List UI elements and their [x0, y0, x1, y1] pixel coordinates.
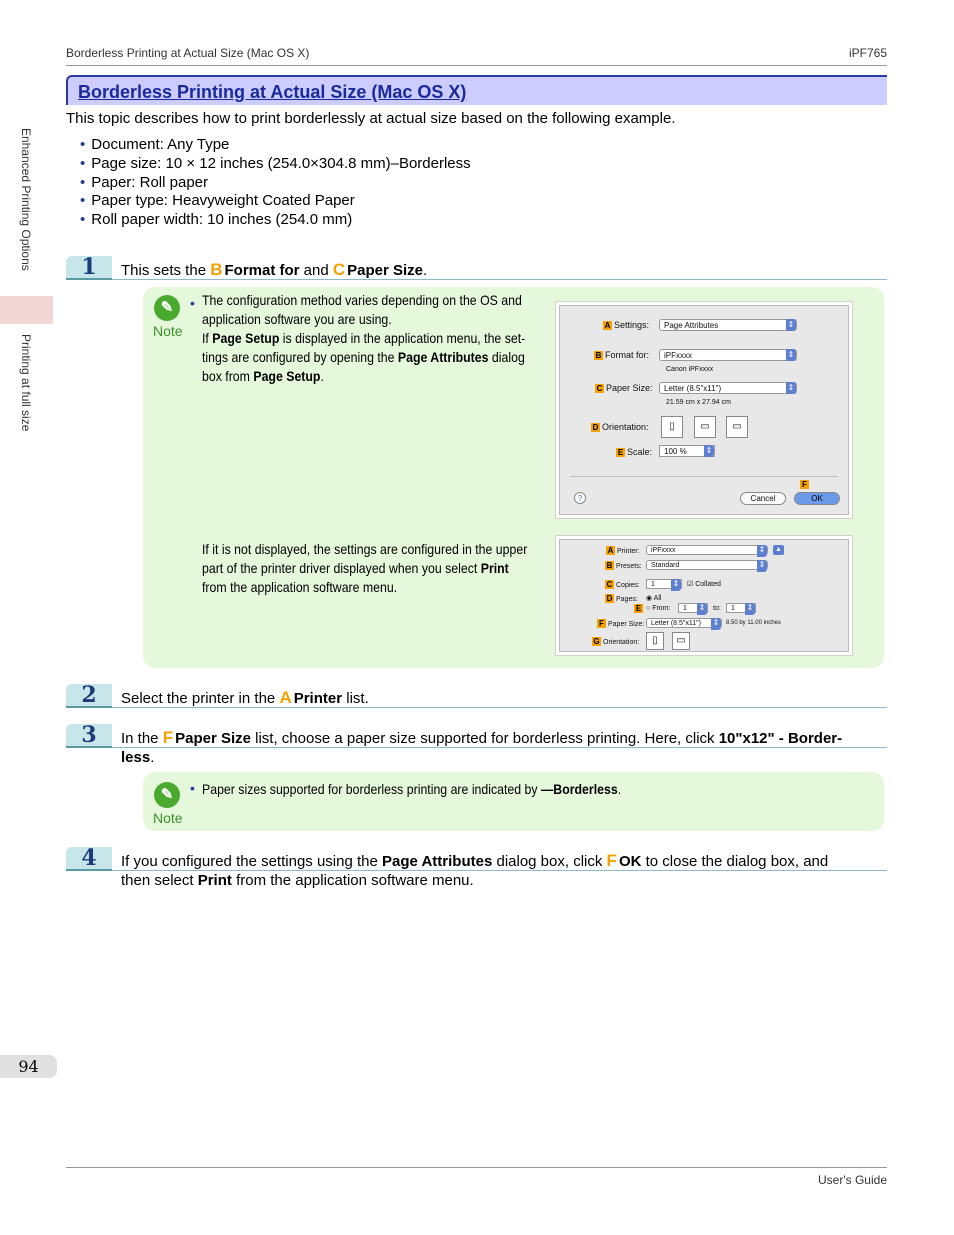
settings-popup[interactable]: Page Attributes ⇕ — [659, 319, 797, 331]
pages-all-radio[interactable]: ◉ All — [646, 595, 662, 602]
label-letter: F — [162, 728, 174, 747]
note-label: Note — [153, 323, 183, 339]
label-letter-e: E — [635, 604, 642, 613]
pages-label: D Pages: — [606, 594, 638, 603]
note-pencil-icon: ✎ — [154, 295, 180, 321]
note-text-2: If it is not displayed, the settings are configured in the upper part of the printer driver displayed when you select Print from the application software menu. — [202, 541, 528, 595]
paper-size-sub: 8.50 by 11.00 inches — [726, 620, 781, 626]
note-text: The configuration method varies depending on the OS and application software you are using. If Page Setup is displayed in the application menu, the set- tings are configured by opening the Page Attributes dialog box from Page Setup. — [202, 292, 526, 384]
footer-rule — [66, 1167, 887, 1168]
dialog-divider — [570, 476, 838, 477]
to-label: to: — [713, 605, 721, 612]
scale-label: E Scale: — [617, 447, 653, 457]
sidebar-tab — [0, 296, 53, 324]
note-box-2 — [143, 772, 884, 831]
help-icon[interactable]: ? — [574, 492, 586, 504]
copies-label: C Copies: — [606, 580, 640, 589]
print-dialog-screenshot — [555, 535, 853, 656]
format-popup[interactable]: iPFxxxx ⇕ — [659, 349, 797, 361]
note-label: Note — [153, 810, 183, 826]
settings-label: A Settings: — [604, 320, 650, 330]
label-letter: B — [210, 260, 223, 279]
footer-guide-title: User's Guide — [818, 1173, 887, 1187]
scale-input[interactable]: 100 % ⇕ — [659, 445, 715, 457]
sidebar-subsection — [19, 334, 33, 431]
orientation-label: D Orientation: — [592, 422, 649, 432]
sidebar-section-label: Enhanced Printing Options — [19, 128, 33, 271]
paper-size-label: F Paper Size: — [597, 619, 644, 628]
landscape-left-icon[interactable]: ▭ — [694, 416, 716, 438]
section-title-bar — [66, 75, 887, 105]
presets-popup[interactable]: Standard ⇕ — [646, 560, 768, 570]
collated-checkbox[interactable]: ☑ Collated — [687, 581, 721, 588]
orientation-label: G Orientation: — [593, 637, 640, 646]
list-item: • Paper type: Heavyweight Coated Paper — [80, 192, 471, 211]
print-dialog — [559, 539, 849, 652]
note-pencil-icon: ✎ — [154, 782, 180, 808]
note-2-text: Paper sizes supported for borderless printing are indicated by —Borderless. — [202, 781, 622, 797]
note-bullet: • — [190, 780, 195, 796]
landscape-icon[interactable]: ▭ — [672, 632, 690, 650]
step-3-text: In the F Paper Size list, choose a paper size supported for borderless printing. Here, click 10"x12" - Border- less. — [121, 728, 843, 766]
list-item: • Roll paper width: 10 inches (254.0 mm) — [80, 211, 471, 230]
label-letter-f: F — [800, 480, 809, 489]
step-number: 3 — [66, 724, 112, 748]
format-label: B Format for: — [595, 350, 650, 360]
paper-size-popup[interactable]: Letter (8.5"x11") ⇕ — [659, 382, 797, 394]
from-input[interactable]: 1 ⇕ — [678, 603, 708, 613]
label-letter: F — [606, 851, 617, 870]
sidebar-subsection-label: Printing at full size — [19, 334, 33, 432]
to-input[interactable]: 1 ⇕ — [726, 603, 756, 613]
label-letter: C — [332, 260, 346, 279]
step-1-text: This sets the B Format for and C Paper Size. — [121, 260, 428, 279]
step-2-text: Select the printer in the A Printer list. — [121, 688, 369, 707]
landscape-right-icon[interactable]: ▭ — [726, 416, 748, 438]
disclosure-icon[interactable]: ▲ — [773, 545, 784, 555]
step-number: 4 — [66, 847, 112, 871]
presets-label: B Presets: — [606, 561, 642, 570]
label-letter: A — [279, 688, 292, 707]
note-box — [143, 287, 884, 668]
portrait-icon[interactable]: ▯ — [646, 632, 664, 650]
printer-popup[interactable]: iPFxxxx ⇕ — [646, 545, 768, 555]
step-number: 2 — [66, 684, 112, 708]
pages-from-radio[interactable]: ○ From: — [646, 605, 671, 612]
note-bullet: • — [190, 295, 195, 311]
header-rule — [66, 65, 887, 66]
list-item: • Page size: 10 × 12 inches (254.0×304.8 mm)–Borderless — [80, 155, 471, 174]
intro-text: This topic describes how to print borderlessly at actual size based on the following example. — [66, 110, 676, 127]
copies-input[interactable]: 1 ⇕ — [646, 579, 682, 589]
paper-size-label: C Paper Size: — [596, 383, 653, 393]
running-header-title: Borderless Printing at Actual Size (Mac OS X) — [66, 46, 310, 60]
format-sub: Canon iPFxxxx — [666, 366, 714, 373]
running-header-model: iPF765 — [848, 46, 887, 60]
portrait-icon[interactable]: ▯ — [661, 416, 683, 438]
list-item: • Document: Any Type — [80, 136, 471, 155]
paper-size-sub: 21.59 cm x 27.94 cm — [666, 399, 731, 406]
cancel-button[interactable]: Cancel — [740, 492, 786, 505]
list-item: • Paper: Roll paper — [80, 174, 471, 193]
sidebar-section — [19, 128, 33, 271]
page-attributes-screenshot — [555, 301, 853, 519]
step-number: 1 — [66, 256, 112, 280]
paper-size-popup[interactable]: Letter (8.5"x11") ⇕ — [646, 618, 722, 628]
printer-label: A Printer: — [607, 546, 640, 555]
page-attributes-dialog — [559, 305, 849, 515]
step-4-text: If you configured the settings using the Page Attributes dialog box, click F OK to close the dialog box, and then select Print from the application software menu. — [121, 851, 829, 889]
example-list — [80, 136, 471, 230]
ok-button[interactable]: OK — [794, 492, 840, 505]
page-title: Borderless Printing at Actual Size (Mac OS X) — [78, 82, 467, 102]
page-number: 94 — [0, 1055, 57, 1078]
